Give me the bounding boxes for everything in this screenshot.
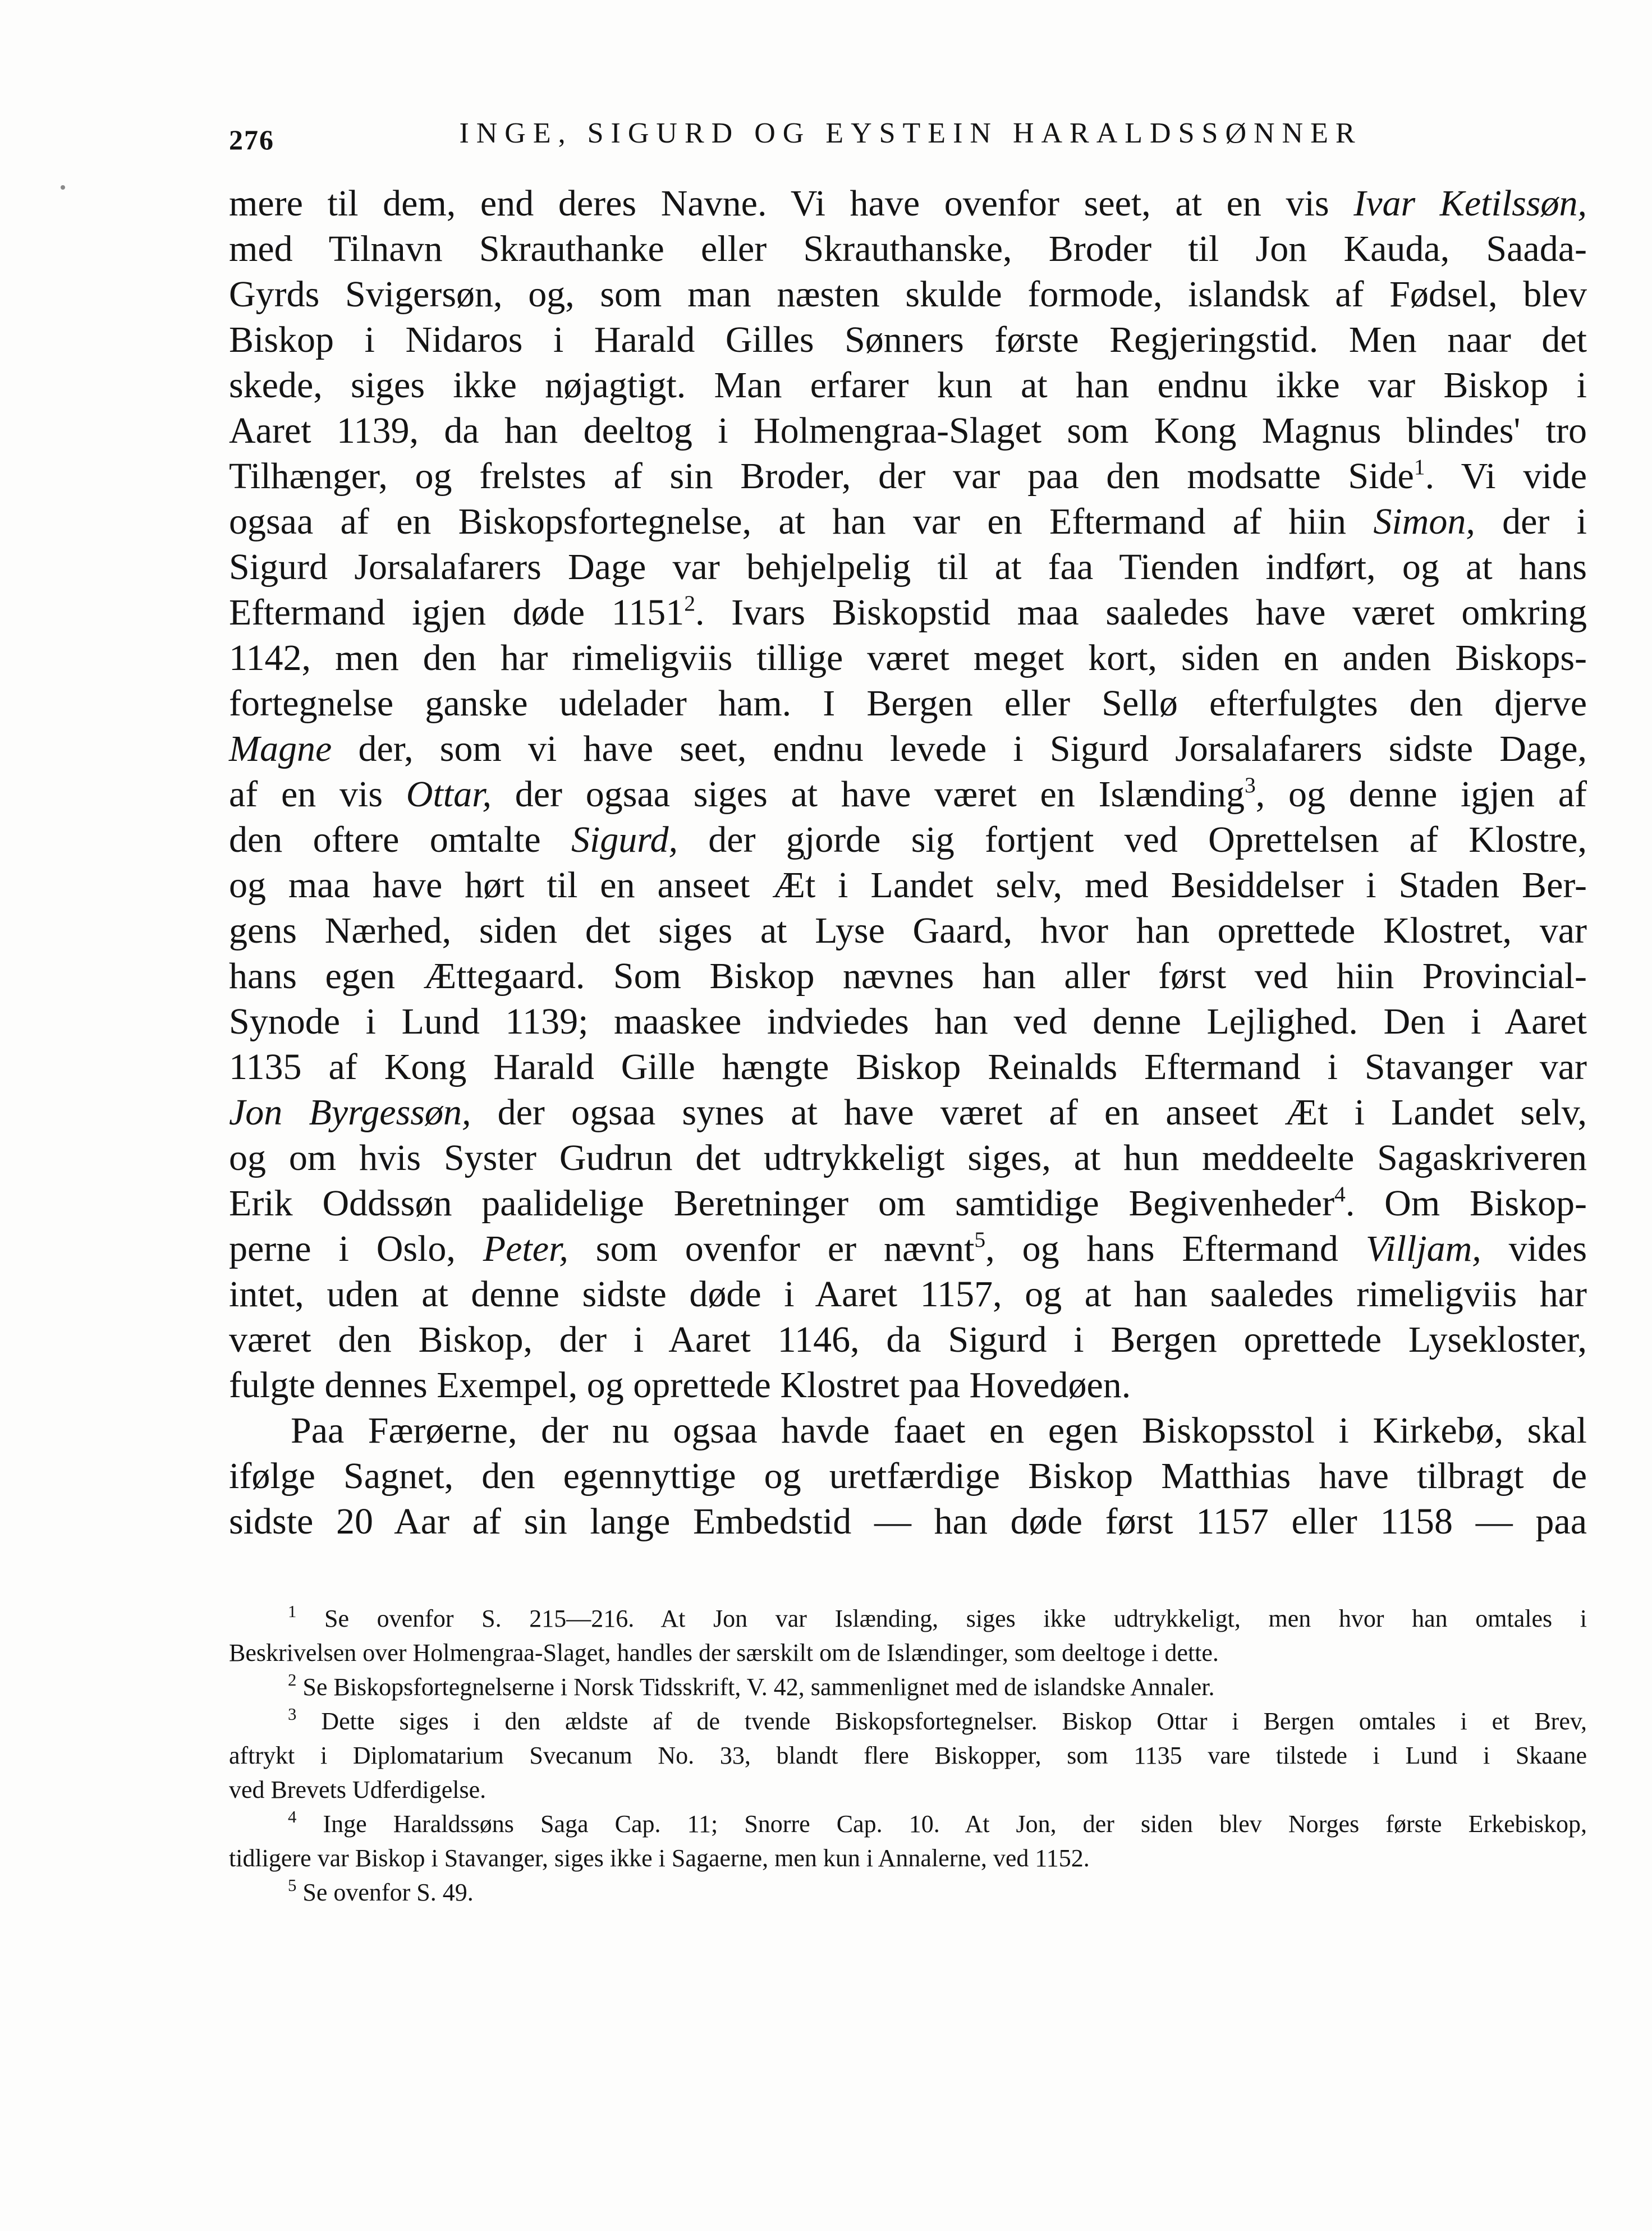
text-line xyxy=(229,1044,1587,1090)
text-line xyxy=(229,908,1587,953)
footnote-marker: 4 xyxy=(288,1807,297,1826)
running-head: INGE, SIGURD OG EYSTEIN HARALDSSØNNER xyxy=(459,117,1362,149)
footnote-marker: 2 xyxy=(684,591,696,616)
text-line xyxy=(229,226,1587,272)
text-line xyxy=(229,590,1587,635)
text-line xyxy=(229,1453,1587,1499)
text-line xyxy=(229,999,1587,1044)
text-run: der i xyxy=(1475,501,1587,542)
text-run: Gyrds Svigersøn, og, som man næsten skulde formode, islandsk af Fødsel, blev xyxy=(229,274,1587,315)
text-run: af en vis xyxy=(229,774,406,815)
text-run: , og denne igjen af xyxy=(1255,774,1587,815)
paper-speck xyxy=(61,185,65,190)
text-run: fortegnelse ganske udelader ham. I Bergen eller Sellø efterfulgtes den djerve xyxy=(229,683,1587,724)
text-line xyxy=(229,1181,1587,1226)
text-run: der gjorde sig fortjent ved Oprettelsen af Klostre, xyxy=(678,819,1587,860)
text-run: gens Nærhed, siden det siges at Lyse Gaard, hvor han oprettede Klostret, var xyxy=(229,910,1587,951)
page-header xyxy=(229,112,1396,157)
text-line xyxy=(229,772,1587,817)
text-line xyxy=(229,272,1587,317)
text-line xyxy=(229,1090,1587,1135)
text-line xyxy=(229,1226,1587,1271)
text-run: . Vi vide xyxy=(1425,456,1587,497)
text-run: og maa have hørt til en anseet Æt i Landet selv, med Besiddelser i Staden Ber- xyxy=(229,865,1587,906)
text-line xyxy=(229,1135,1587,1181)
text-line xyxy=(229,681,1587,726)
italic-name: Jon Byrgessøn, xyxy=(229,1092,471,1133)
italic-name: Sigurd, xyxy=(571,819,678,860)
text-run: den oftere omtalte xyxy=(229,819,571,860)
footnote-line xyxy=(229,1739,1587,1773)
text-run: hans egen Ættegaard. Som Biskop nævnes han aller først ved hiin Provincial- xyxy=(229,956,1587,997)
footnote-line xyxy=(229,1773,1587,1807)
text-run: der ogsaa siges at have været en Islænding xyxy=(492,774,1245,815)
footnote-marker: 5 xyxy=(288,1875,297,1895)
text-line xyxy=(229,817,1587,862)
text-run: 1142, men den har rimeligviis tillige været meget kort, siden en anden Biskops- xyxy=(229,637,1587,678)
text-line xyxy=(229,635,1587,681)
footnote-line xyxy=(229,1807,1587,1842)
text-run: . Om Biskop- xyxy=(1345,1183,1587,1224)
footnote-line xyxy=(229,1602,1587,1636)
text-run: skede, siges ikke nøjagtigt. Man erfarer kun at han endnu ikke var Biskop i xyxy=(229,365,1587,406)
text-line xyxy=(229,862,1587,908)
text-line xyxy=(229,1499,1587,1544)
text-line xyxy=(229,1317,1587,1362)
text-run: Eftermand igjen døde 1151 xyxy=(229,592,685,633)
footnote-marker: 1 xyxy=(1414,455,1425,480)
text-run: fulgte dennes Exempel, og oprettede Klostret paa Hovedøen. xyxy=(229,1365,1131,1406)
text-run: Dette siges i den ældste af de tvende Biskopsfortegnelser. Biskop Ottar i Bergen omtales i et Brev, xyxy=(296,1707,1587,1735)
footnote-line xyxy=(229,1670,1587,1705)
footnotes xyxy=(229,1602,1587,1910)
footnote-marker: 3 xyxy=(1244,773,1256,798)
text-run: Erik Oddssøn paalidelige Beretninger om samtidige Begivenheder xyxy=(229,1183,1335,1224)
text-line xyxy=(229,726,1587,772)
text-run: mere til dem, end deres Navne. Vi have ovenfor seet, at en vis xyxy=(229,183,1354,224)
text-line xyxy=(229,953,1587,999)
text-line xyxy=(229,453,1587,499)
footnote-line xyxy=(229,1876,1587,1910)
text-run: der, som vi have seet, endnu levede i Sigurd Jorsalafarers sidste Dage, xyxy=(332,728,1587,769)
text-run: intet, uden at denne sidste døde i Aaret 1157, og at han saaledes rimeligviis har xyxy=(229,1274,1587,1315)
text-run: , og hans Eftermand xyxy=(985,1228,1366,1269)
text-run: . Ivars Biskopstid maa saaledes have været omkring xyxy=(695,592,1587,633)
text-run: ifølge Sagnet, den egennyttige og uretfærdige Biskop Matthias have tilbragt de xyxy=(229,1456,1587,1496)
text-run: perne i Oslo, xyxy=(229,1228,483,1269)
italic-name: Peter, xyxy=(483,1228,568,1269)
text-line xyxy=(229,1408,1587,1453)
text-line xyxy=(229,181,1587,226)
footnote-line xyxy=(229,1842,1587,1876)
text-run: Aaret 1139, da han deeltog i Holmengraa-Slaget som Kong Magnus blindes' tro xyxy=(229,410,1587,451)
text-run: med Tilnavn Skrauthanke eller Skrauthanske, Broder til Jon Kauda, Saada- xyxy=(229,228,1587,269)
footnote-marker: 1 xyxy=(288,1601,297,1621)
text-run: tidligere var Biskop i Stavanger, siges ikke i Sagaerne, men kun i Annalerne, ved 1152. xyxy=(229,1844,1090,1872)
footnote-marker: 4 xyxy=(1334,1182,1346,1207)
text-run: været den Biskop, der i Aaret 1146, da Sigurd i Bergen oprettede Lysekloster, xyxy=(229,1319,1587,1360)
text-line xyxy=(229,499,1587,544)
text-run: som ovenfor er nævnt xyxy=(568,1228,975,1269)
text-line xyxy=(229,362,1587,408)
page-number: 276 xyxy=(229,124,274,155)
text-run: Se ovenfor S. 49. xyxy=(296,1879,474,1906)
text-run: der ogsaa synes at have været af en anseet Æt i Landet selv, xyxy=(471,1092,1587,1133)
main-text xyxy=(229,181,1587,1544)
footnote-marker: 2 xyxy=(288,1670,297,1690)
italic-name: Villjam, xyxy=(1365,1228,1481,1269)
text-run: Beskrivelsen over Holmengraa-Slaget, handles der særskilt om de Islændinger, som deeltoge i dette. xyxy=(229,1639,1219,1667)
text-run: Se Biskopsfortegnelserne i Norsk Tidsskrift, V. 42, sammenlignet med de islandske Annaler. xyxy=(296,1673,1215,1701)
italic-name: Ottar, xyxy=(406,774,492,815)
footnote-line xyxy=(229,1636,1587,1670)
text-run: Inge Haraldssøns Saga Cap. 11; Snorre Cap. 10. At Jon, der siden blev Norges første Erkebiskop, xyxy=(296,1810,1587,1838)
text-run: 1135 af Kong Harald Gille hængte Biskop Reinalds Eftermand i Stavanger var xyxy=(229,1046,1587,1087)
text-run: Se ovenfor S. 215—216. At Jon var Islænding, siges ikke udtrykkeligt, men hvor han omtales i xyxy=(296,1605,1587,1632)
text-line xyxy=(229,1362,1587,1408)
footnote-marker: 3 xyxy=(288,1704,297,1724)
text-line xyxy=(229,317,1587,362)
text-run: sidste 20 Aar af sin lange Embedstid — han døde først 1157 eller 1158 — paa xyxy=(229,1501,1587,1542)
footnote-marker: 5 xyxy=(974,1227,986,1252)
text-run: vides xyxy=(1481,1228,1587,1269)
text-run: aftrykt i Diplomatarium Svecanum No. 33, blandt flere Biskopper, som 1135 vare tilstede i Lund i Skaane xyxy=(229,1742,1587,1769)
text-run: ved Brevets Udferdigelse. xyxy=(229,1776,487,1803)
text-run: Biskop i Nidaros i Harald Gilles Sønners første Regjeringstid. Men naar det xyxy=(229,319,1587,360)
text-run: Sigurd Jorsalafarers Dage var behjelpelig til at faa Tienden indført, og at hans xyxy=(229,547,1587,587)
text-run: ogsaa af en Biskopsfortegnelse, at han var en Eftermand af hiin xyxy=(229,501,1374,542)
text-run: Paa Færøerne, der nu ogsaa havde faaet en egen Biskopsstol i Kirkebø, skal xyxy=(291,1410,1587,1451)
text-run: Synode i Lund 1139; maaskee indviedes han ved denne Lejlighed. Den i Aaret xyxy=(229,1001,1587,1042)
text-line xyxy=(229,408,1587,453)
italic-name: Ivar Ketilssøn, xyxy=(1353,183,1587,224)
italic-name: Magne xyxy=(229,728,332,769)
italic-name: Simon, xyxy=(1373,501,1475,542)
footnote-line xyxy=(229,1705,1587,1739)
text-run: og om hvis Syster Gudrun det udtrykkeligt siges, at hun meddeelte Sagaskriveren xyxy=(229,1137,1587,1178)
text-line xyxy=(229,544,1587,590)
text-run: Tilhænger, og frelstes af sin Broder, der var paa den modsatte Side xyxy=(229,456,1414,497)
text-line xyxy=(229,1271,1587,1317)
